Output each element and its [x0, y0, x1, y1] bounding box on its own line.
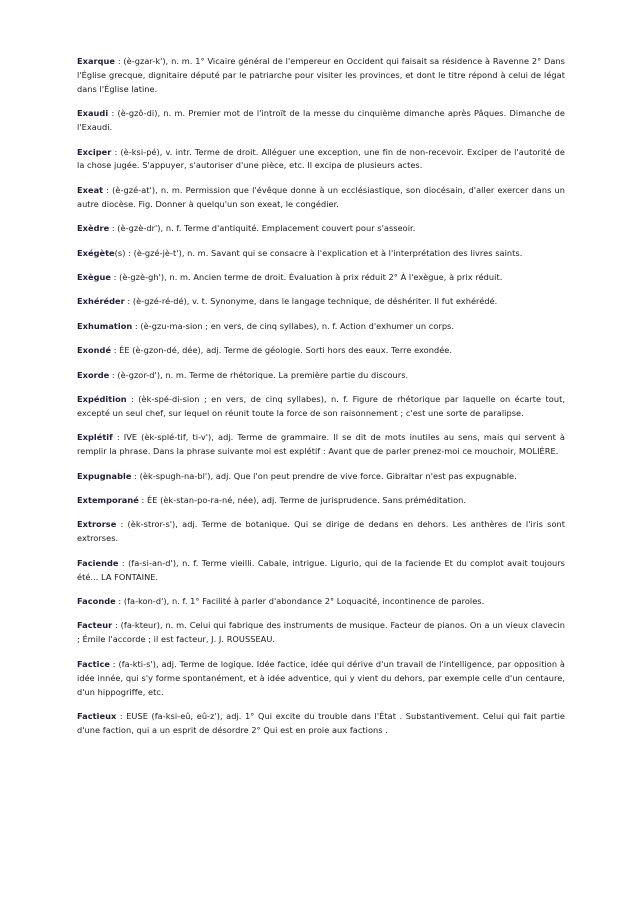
entry-term: Faconde — [77, 596, 116, 607]
entry-extemporane — [77, 494, 565, 508]
entry-exorde — [77, 369, 565, 383]
entry-term: Exciper — [77, 146, 112, 157]
entry-facteur — [77, 619, 565, 647]
dictionary-page — [77, 55, 565, 748]
entry-term: Extrorse — [77, 519, 117, 530]
entry-term: Exarque — [77, 56, 116, 66]
entry-term: Faciende — [77, 557, 119, 568]
entry-definition: : (èk-stror-s'), adj. Terme de botanique. Qui se dirige de dedans en dehors. Les anthères de l'iris sont extrorses. — [77, 519, 565, 544]
entry-definition: : (èk-spugh-na-bl'), adj. Que l'on peut prendre de vive force. Gibraltar n'est pas expugnable. — [131, 470, 517, 481]
entry-definition: : ÉE (è-gzon-dé, dée), adj. Terme de géologie. Sorti hors des eaux. Terre exondée. — [111, 345, 453, 356]
entry-term: Exondé — [77, 345, 112, 356]
entry-term: Exorde — [77, 369, 110, 380]
entry-definition: : EUSE (fa-ksi-eû, eû-z'), adj. 1° Qui excite du trouble dans l'État . Substantivement. Celui qui fait partie d'une faction, qui a un esprit de désordre 2° Qui est en proie aux factions . — [77, 711, 565, 735]
entry-extrorse — [77, 518, 565, 546]
entry-definition: : (è-gzé-ré-dé), v. t. Synonyme, dans le langage technique, de déshériter. Il fut exhérédé. — [124, 296, 498, 307]
entry-term: Exhéréder — [77, 296, 125, 307]
entry-term: Explétif — [77, 432, 113, 443]
entry-exhumation — [77, 320, 565, 334]
entry-expedition — [77, 393, 565, 421]
entry-term: Expugnable — [77, 470, 132, 481]
entry-term: Exégète — [77, 247, 115, 258]
entry-term: Exèdre — [77, 223, 110, 234]
entry-term: Exeat — [77, 184, 104, 195]
entry-faciende — [77, 557, 565, 585]
entry-term: Exhumation — [77, 320, 133, 331]
entry-faconde — [77, 595, 565, 609]
entry-term: Exaudi — [77, 108, 109, 119]
entry-term: Exègue — [77, 271, 111, 282]
entry-exaudi — [77, 107, 565, 135]
entry-expugnable — [77, 470, 565, 484]
entry-definition: : (fa-kteur), n. m. Celui qui fabrique des instruments de musique. Facteur de pianos. On a un vieux clavecin ; Émile l'accorde ; il est facteur, J. J. ROUSSEAU. — [77, 620, 565, 645]
entry-definition: : (è-ksi-pé), v. intr. Terme de droit. Alléguer une exception, une fin de non-recevoir. Exciper de l'autorité de la chose jugée. S'appuyer, s'autoriser d'une pièce, etc. Il excipa de plusieurs actes. — [77, 146, 565, 171]
entry-definition: : (fa-kti-s'), adj. Terme de logique. Idée factice, idée qui dérive d'un travail de l'intelligence, par opposition à idée innée, qui s'y forme spontanément, et à idée adventice, qui y vient du dehors, par exemple celle d'un centaure, d'un hippogriffe, etc. — [77, 658, 565, 697]
entry-definition: : IVE (èk-splé-tif, ti-v'), adj. Terme de grammaire. Il se dit de mots inutiles au sens, mais qui servent à remplir la phrase. Dans la phrase suivante moi est explétif : Avant que de parler prenez-moi ce mouchoir, MOLIÈRE. — [77, 432, 565, 457]
entry-term: Factieux — [77, 711, 117, 721]
entry-exedre — [77, 222, 565, 236]
entry-factieux — [77, 710, 565, 738]
entry-definition: : (è-gzé-at'), n. m. Permission que l'évêque donne à un ecclésiastique, son diocésain, d'aller exercer dans un autre diocèse. Fig. Donner à quelqu'un son exeat, le congédier. — [77, 184, 565, 209]
entry-expletif — [77, 431, 565, 459]
entry-factice — [77, 658, 565, 700]
entry-definition: : (è-gzè-gh'), n. m. Ancien terme de droit. Évaluation à prix réduit 2° À l'exègue, à prix réduit. — [110, 271, 503, 282]
entry-definition: : (è-gzor-d'), n. m. Terme de rhétorique. La première partie du discours. — [109, 369, 409, 380]
entry-exhereder — [77, 295, 565, 309]
entry-term: Expédition — [77, 394, 127, 404]
entry-exegue — [77, 271, 565, 285]
entry-exarque — [77, 55, 565, 97]
entry-definition: : (fa-kon-d'), n. f. 1° Facilité à parler d'abondance 2° Loquacité, incontinence de paroles. — [115, 596, 485, 607]
entry-definition: : (è-gzè-dr'), n. f. Terme d'antiquité. Emplacement couvert pour s'asseoir. — [109, 223, 416, 234]
entry-definition: : (èk-spé-di-sion ; en vers, de cinq syllabes), n. f. Figure de rhétorique par laquelle on écarte tout, excepté un seul chef, sur lequel on réunit toute la force de son raisonnement ; c'est une sorte de paralipse. — [77, 394, 565, 418]
entry-exciper — [77, 146, 565, 174]
entry-definition: : (è-gzu-ma-sion ; en vers, de cinq syllabes), n. f. Action d'exhumer un corps. — [132, 320, 455, 331]
entry-exeat — [77, 184, 565, 212]
entry-exegete — [77, 247, 565, 261]
entry-definition: : (è-gzô-di), n. m. Premier mot de l'introït de la messe du cinquième dimanche après Pâques. Dimanche de l'Exaudi. — [77, 108, 565, 133]
entry-definition: (s) : (è-gzé-jè-t'), n. m. Savant qui se consacre à l'explication et à l'interprétation des livres saints. — [114, 247, 523, 258]
entry-definition: : ÉE (èk-stan-po-ra-né, née), adj. Terme de jurisprudence. Sans préméditation. — [138, 495, 467, 506]
entry-term: Facteur — [77, 620, 113, 631]
entry-term: Factice — [77, 658, 110, 669]
entry-definition: : (è-gzar-k'), n. m. 1° Vicaire général de l'empereur en Occident qui faisait sa résidence à Ravenne 2° Dans l'Église grecque, dignitaire député par le patriarche pour visiter les provinces, et dont le titre répond à celui de légat dans l'Église latine. — [77, 56, 565, 94]
entry-term: Extemporané — [77, 495, 139, 506]
entry-exonde — [77, 344, 565, 358]
entry-definition: : (fa-si-an-d'), n. f. Terme vieilli. Cabale, intrigue. Ligurio, qui de la faciende Et du complot avait toujours été... LA FONTAINE. — [77, 557, 565, 582]
